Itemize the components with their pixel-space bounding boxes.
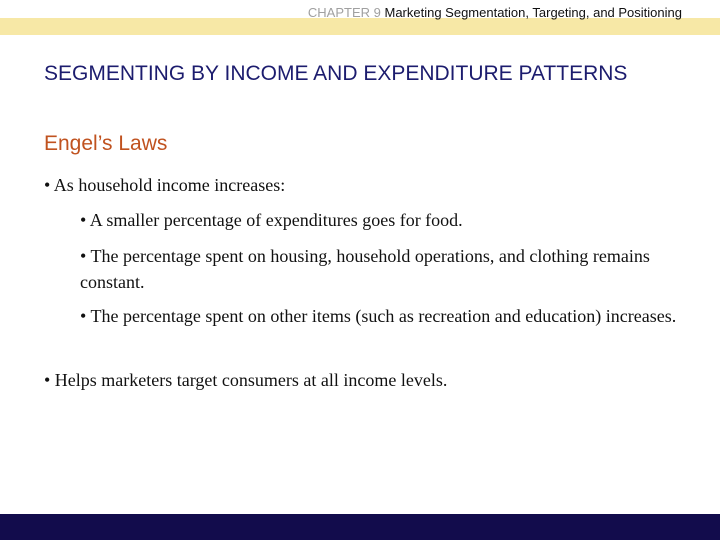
slide-title: SEGMENTING BY INCOME AND EXPENDITURE PATTERNS xyxy=(44,62,628,85)
header-band xyxy=(0,18,720,35)
slide-subtitle: Engel’s Laws xyxy=(44,132,168,155)
footer-band xyxy=(0,514,720,540)
chapter-number: CHAPTER 9 xyxy=(307,5,381,20)
bullet-helps-marketers: • Helps marketers target consumers at all income levels. xyxy=(44,370,448,390)
chapter-header xyxy=(308,5,682,20)
sub-bullet-housing: • The percentage spent on housing, household operations, and clothing remains constant. xyxy=(80,246,650,292)
sub-bullet-other-items: • The percentage spent on other items (such as recreation and education) increases. xyxy=(80,306,677,326)
bullet-income-increases: • As household income increases: xyxy=(44,175,286,195)
sub-bullet-food: • A smaller percentage of expenditures goes for food. xyxy=(80,210,463,230)
chapter-title: Marketing Segmentation, Targeting, and Positioning xyxy=(384,5,682,20)
